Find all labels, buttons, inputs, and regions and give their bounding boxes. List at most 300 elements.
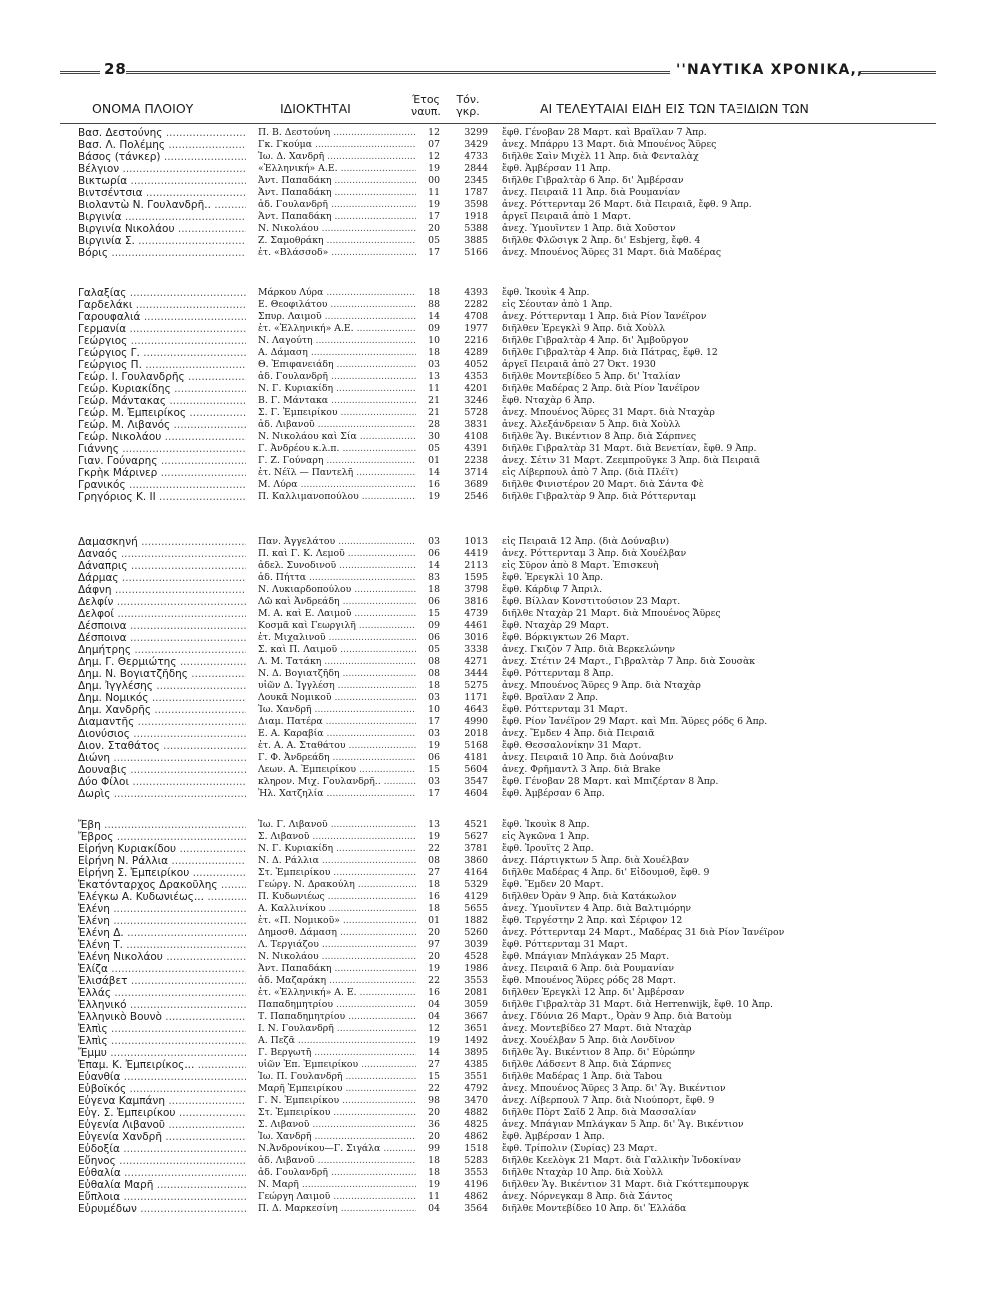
ship-row — [0, 187, 1000, 199]
ship-name: Ἑλένη Δ. ..... — [78, 927, 246, 939]
gross-tons: 4391 — [464, 443, 488, 454]
ship-name: Ἐλπὶς ..... — [78, 1035, 246, 1047]
build-year: 11 — [428, 187, 440, 198]
gross-tons: 4289 — [464, 347, 488, 358]
build-year: 06 — [428, 752, 440, 763]
owner-name: Σ. Λιβανοῦ ..... — [258, 831, 416, 843]
owner-name: Ν. Γ. Κυριακίδη ..... — [258, 383, 416, 395]
ship-name: Δωρὶς ..... — [78, 788, 246, 800]
header-rule-left — [60, 71, 100, 74]
owner-name: Ἰω. Γ. Λιβανοῦ ..... — [258, 819, 416, 831]
gross-tons: 1787 — [464, 187, 488, 198]
owner-name: Παν. Ἀγγελάτου ..... — [258, 536, 416, 548]
ship-name: Διον. Σταθάτος ..... — [78, 740, 246, 752]
owner-name: Κοσμᾶ καὶ Γεωργιλῆ ..... — [258, 620, 416, 632]
owner-name: Ν. Δ. Βογιατζῆδη ..... — [258, 668, 416, 680]
ship-row — [0, 163, 1000, 175]
gross-tons: 3246 — [464, 395, 488, 406]
owner-name: υἱῶν Δ. Ἰγγλέση ..... — [258, 680, 416, 692]
owner-name: Α. Πεζᾶ ..... — [258, 1035, 416, 1047]
owner-name: Ν. Νικολάου ..... — [258, 951, 416, 963]
gross-tons: 2216 — [464, 335, 488, 346]
build-year: 19 — [428, 491, 440, 502]
owner-name: Γ. Ν. Ἐμπειρίκου ..... — [258, 1095, 416, 1107]
latest-news: διῆλθε Μαδέρας 2 Ἀπρ. διὰ Ρίον Ἰανέϊρον — [502, 383, 700, 394]
ship-name: Γεώρ. Ι. Γουλανδρῆς ..... — [78, 371, 246, 383]
latest-news: ἔφθ. Μπουένος Ἄϋρες ρόδς 28 Μαρτ. — [502, 975, 676, 986]
ship-name: Ἑκατόνταρχος Δρακοῦλης ..... — [78, 879, 246, 891]
owner-name: Γ. Βεργωτῆ ..... — [258, 1047, 416, 1059]
ship-group-v — [0, 127, 1000, 259]
ship-name: Δουναβις ..... — [78, 764, 246, 776]
ship-name: Γεώρ. Μ. Λιβανός ..... — [78, 419, 246, 431]
latest-news: ἔφθ. Ἐρεγκλὶ 10 Ἀπρ. — [502, 572, 604, 583]
gross-tons: 3564 — [464, 1203, 488, 1214]
gross-tons: 4129 — [464, 891, 488, 902]
ship-row — [0, 831, 1000, 843]
latest-news: εἰς Σῦρον ἀπὸ 8 Μαρτ. Ἐπισκευὴ — [502, 560, 659, 571]
ship-row — [0, 716, 1000, 728]
ship-row — [0, 1023, 1000, 1035]
gross-tons: 1882 — [464, 915, 488, 926]
gross-tons: 3798 — [464, 584, 488, 595]
ship-name: Ἑλληνικό ..... — [78, 999, 246, 1011]
gross-tons: 4393 — [464, 287, 488, 298]
ship-name: Εὐγενία Λιβανοῦ ..... — [78, 1119, 246, 1131]
latest-news: ἀνεχ. Πειραιᾶ 10 Ἀπρ. διὰ Δούναβιν — [502, 752, 674, 763]
ship-name: Βόρις ..... — [78, 247, 246, 259]
owner-name: Μαρῆ Ἐμπειρίκου ..... — [258, 1083, 416, 1095]
build-year: 28 — [428, 419, 440, 430]
ship-name: Γερμανία ..... — [78, 323, 246, 335]
owner-name: Α. Δάμαση ..... — [258, 347, 416, 359]
gross-tons: 4108 — [464, 431, 488, 442]
latest-news: ἔφθ. Ρόττερνταμ 31 Μαρτ. — [502, 704, 628, 715]
owner-name: Σ. καὶ Π. Λαιμοῦ ..... — [258, 644, 416, 656]
owner-name: Σ. Γ. Ἐμπειρίκου ..... — [258, 407, 416, 419]
ship-row — [0, 199, 1000, 211]
owner-name: ἀδ. Λιβανοῦ ..... — [258, 1155, 416, 1167]
col-header-tons-line2: γκρ. — [456, 105, 480, 118]
ship-row — [0, 560, 1000, 572]
journal-title: ''ΝΑΥΤΙΚΑ ΧΡΟΝΙΚΑ,, — [676, 62, 864, 78]
gross-tons: 3016 — [464, 632, 488, 643]
ship-row — [0, 1095, 1000, 1107]
build-year: 36 — [428, 1119, 440, 1130]
ship-row — [0, 692, 1000, 704]
build-year: 17 — [428, 716, 440, 727]
ship-row — [0, 491, 1000, 503]
owner-name: Ν. Λαγούτη ..... — [258, 335, 416, 347]
owner-name: Ἰω. Δ. Χανδρῆ ..... — [258, 151, 416, 163]
ship-row — [0, 139, 1000, 151]
owner-name: Ἀντ. Παπαδάκη ..... — [258, 187, 416, 199]
gross-tons: 2018 — [464, 728, 488, 739]
build-year: 05 — [428, 443, 440, 454]
latest-news: διῆλθε Ἅγ. Βικέντιον 8 Ἀπρ. διὰ Σάρπνες — [502, 431, 697, 442]
latest-news: ἔφθ. Ρίον Ἰανέϊρον 29 Μαρτ. καὶ Μπ. Ἄϋρες ρόδς 6 Ἀπρ. — [502, 716, 768, 727]
ship-group-d — [0, 536, 1000, 800]
gross-tons: 4604 — [464, 788, 488, 799]
ship-name: Εἰρήνη Κυριακίδου ..... — [78, 843, 246, 855]
latest-news: ἔφθ. Ἀμβέρσαν 1 Ἀπρ. — [502, 1131, 605, 1142]
latest-news: διῆλθε Νταχὰρ 21 Μαρτ. διὰ Μπουένος Ἄϋρες — [502, 608, 721, 619]
build-year: 04 — [428, 999, 440, 1010]
owner-name: Δημοσθ. Δάμαση ..... — [258, 927, 416, 939]
owner-name: Ἰω. Χανδρῆ ..... — [258, 704, 416, 716]
ship-row — [0, 431, 1000, 443]
ship-row — [0, 175, 1000, 187]
owner-name: Π. Κυδωνιέως ..... — [258, 891, 416, 903]
owner-name: Γ. Ἀνδρέου κ.λ.π. ..... — [258, 443, 416, 455]
gross-tons: 3885 — [464, 235, 488, 246]
ship-name: Γρανικός ..... — [78, 479, 246, 491]
ship-name: Βιργινία ..... — [78, 211, 246, 223]
gross-tons: 5655 — [464, 903, 488, 914]
owner-name: ἑτ. «Ἑλληνική» Α.Ε. ..... — [258, 323, 416, 335]
owner-name: ἑτ. «Π. Νομικοῦ» ..... — [258, 915, 416, 927]
ship-name: Εὐανθία ..... — [78, 1071, 246, 1083]
ship-name: Ἑλληνικὸ Βουνὸ ..... — [78, 1011, 246, 1023]
gross-tons: 4164 — [464, 867, 488, 878]
gross-tons: 1986 — [464, 963, 488, 974]
ship-name: Ἑλένη Τ. ..... — [78, 939, 246, 951]
owner-name: Μάρκου Λύρα ..... — [258, 287, 416, 299]
ship-name: Δάναπρις ..... — [78, 560, 246, 572]
owner-name: Ε. Α. Καραβία ..... — [258, 728, 416, 740]
latest-news: ἔφθ. Τεργέστην 2 Ἀπρ. καὶ Σέριφον 12 — [502, 915, 683, 926]
gross-tons: 3689 — [464, 479, 488, 490]
latest-news: διῆλθε Γιβραλτὰρ 9 Ἀπρ. διὰ Ρόττερνταμ — [502, 491, 697, 502]
owner-name: ἑτ. Μιχαλινοῦ ..... — [258, 632, 416, 644]
ship-name: Διαμαντῆς ..... — [78, 716, 246, 728]
gross-tons: 1595 — [464, 572, 488, 583]
gross-tons: 1171 — [464, 692, 488, 703]
owner-name: ἑτ. «Ἑλληνική» Α. Ε. ..... — [258, 987, 416, 999]
ship-row — [0, 620, 1000, 632]
owner-name: Γ. Φ. Ἀνδρεάδη ..... — [258, 752, 416, 764]
ship-row — [0, 1119, 1000, 1131]
owner-name: Γκ. Γκούμα ..... — [258, 139, 416, 151]
ship-name: Ἔβρος ..... — [78, 831, 246, 843]
gross-tons: 3551 — [464, 1071, 488, 1082]
ship-row — [0, 1011, 1000, 1023]
build-year: 07 — [428, 139, 440, 150]
latest-news: ἔφθ. Ἀμβέρσαν 11 Ἀπρ. — [502, 163, 611, 174]
ship-name: Εὐγενία Χανδρῆ ..... — [78, 1131, 246, 1143]
build-year: 03 — [428, 776, 440, 787]
build-year: 14 — [428, 311, 440, 322]
owner-name: ἑτ. Νέϊλ — Παντελῆ ..... — [258, 467, 416, 479]
latest-news: ἀνεχ. Γκιζὸν 7 Ἀπρ. διὰ Βερκελώνην — [502, 644, 676, 655]
owner-name: ἀδελ. Συνοδινοῦ ..... — [258, 560, 416, 572]
latest-news: ἀνεχ. Ρόττερνταμ 26 Μαρτ. διὰ Πειραιᾶ, ἔφθ. 9 Ἀπρ. — [502, 199, 752, 210]
latest-news: ἀνεχ. Γδύνια 26 Μαρτ., Ὀρὰν 9 Ἀπρ. διὰ Βατοὺμ — [502, 1011, 732, 1022]
build-year: 20 — [428, 223, 440, 234]
build-year: 19 — [428, 963, 440, 974]
latest-news: ἔφθ. Κάρδιφ 7 Ἀπριλ. — [502, 584, 603, 595]
latest-news: ἔφθ. Ἰκουὶκ 8 Ἀπρ. — [502, 819, 590, 830]
ship-row — [0, 752, 1000, 764]
gross-tons: 4739 — [464, 608, 488, 619]
ship-row — [0, 987, 1000, 999]
ship-name: Ἐλισάβετ ..... — [78, 975, 246, 987]
owner-name: ἑτ. Α. Α. Σταθάτου ..... — [258, 740, 416, 752]
build-year: 08 — [428, 855, 440, 866]
owner-name: Ἰω. Π. Γουλανδρῆ ..... — [258, 1071, 416, 1083]
latest-news: διῆλθε Κεελὸγκ 21 Μαρτ. διὰ Γαλλικὴν Ἰνδοκίναν — [502, 1155, 741, 1166]
ship-name: Εὐγενα Καμπάνη ..... — [78, 1095, 246, 1107]
build-year: 19 — [428, 199, 440, 210]
owner-name: Λ. Τεργιάζου ..... — [258, 939, 416, 951]
ship-row — [0, 371, 1000, 383]
gross-tons: 4181 — [464, 752, 488, 763]
gross-tons: 4882 — [464, 1107, 488, 1118]
latest-news: ἀνεχ. Σέτιν 31 Μαρτ. Ζεεμπροῦγκε 3 Ἀπρ. διὰ Πειραιᾶ — [502, 455, 761, 466]
ship-name: Ἔβη ..... — [78, 819, 246, 831]
ship-row — [0, 764, 1000, 776]
owner-name: Ν. Γ. Κυριακίδη ..... — [258, 843, 416, 855]
latest-news: εἰς Λίβερπουλ ἀπὸ 7 Ἀπρ. (διὰ Πλέϊτ) — [502, 467, 679, 478]
build-year: 11 — [428, 1191, 440, 1202]
ship-name: Γεώρ. Μάντακας ..... — [78, 395, 246, 407]
owner-name: Ἀντ. Παπαδάκη ..... — [258, 963, 416, 975]
owner-name: Τ. Παπαδημητρίου ..... — [258, 1011, 416, 1023]
gross-tons: 4419 — [464, 548, 488, 559]
ship-row — [0, 644, 1000, 656]
gross-tons: 5329 — [464, 879, 488, 890]
gross-tons: 3059 — [464, 999, 488, 1010]
owner-name: Π. Καλλιμανοπούλου ..... — [258, 491, 416, 503]
latest-news: διῆλθε Ἅγ. Βικέντιον 8 Ἀπρ. δι' Εὐρώπην — [502, 1047, 696, 1058]
gross-tons: 4862 — [464, 1191, 488, 1202]
build-year: 09 — [428, 620, 440, 631]
build-year: 20 — [428, 951, 440, 962]
ship-name: Εὐθαλία Μαρῆ ..... — [78, 1179, 246, 1191]
latest-news: ἔφθ. Ἰκουὶκ 4 Ἀπρ. — [502, 287, 590, 298]
ship-row — [0, 927, 1000, 939]
gross-tons: 3816 — [464, 596, 488, 607]
ship-name: Δημήτρης ..... — [78, 644, 246, 656]
build-year: 03 — [428, 536, 440, 547]
latest-news: ἀνεχ. Ρόττερνταμ 24 Μαρτ., Μαδέρας 31 διὰ Ρίον Ἰανέϊρον — [502, 927, 785, 938]
ship-name: Γεώργιος Π. ..... — [78, 359, 246, 371]
ship-row — [0, 311, 1000, 323]
latest-news: διῆλθε Φινιστέρον 20 Μαρτ. διὰ Σάντα Φὲ — [502, 479, 704, 490]
latest-news: διῆλθε Γιβραλτὰρ 4 Ἀπρ. διὰ Πάτρας, ἔφθ. 12 — [502, 347, 718, 358]
latest-news: διῆλθε Σαὶν Μιχὲλ 11 Ἀπρ. διὰ Φενταλὰχ — [502, 151, 699, 162]
ship-name: Ἔμμυ ..... — [78, 1047, 246, 1059]
owner-name: Ν. Νικολάου καὶ Σία ..... — [258, 431, 416, 443]
build-year: 14 — [428, 560, 440, 571]
ship-row — [0, 879, 1000, 891]
ship-name: Διονύσιος ..... — [78, 728, 246, 740]
gross-tons: 3831 — [464, 419, 488, 430]
col-header-ship: ΟΝΟΜΑ ΠΛΟΙΟΥ — [92, 101, 194, 116]
gross-tons: 4862 — [464, 1131, 488, 1142]
build-year: 15 — [428, 764, 440, 775]
build-year: 01 — [428, 915, 440, 926]
owner-name: Ν. Νικολάου ..... — [258, 223, 416, 235]
ship-row — [0, 223, 1000, 235]
ship-row — [0, 1083, 1000, 1095]
build-year: 18 — [428, 584, 440, 595]
ship-row — [0, 704, 1000, 716]
ship-name: Δημ. Νομικός ..... — [78, 692, 246, 704]
latest-news: διῆλθε Μαδέρας 1 Ἀπρ. διὰ Tabou — [502, 1071, 663, 1082]
latest-news: ἔφθ. Γένοβαν 28 Μαρτ. καὶ Βραΐλαν 7 Ἀπρ. — [502, 127, 707, 138]
latest-news: ἀνεχ. Νόρνεγκαμ 8 Ἀπρ. διὰ Σάντος — [502, 1191, 673, 1202]
ship-row — [0, 819, 1000, 831]
owner-name: ἑτ. «Βλάσσοδ» ..... — [258, 247, 416, 259]
ship-row — [0, 443, 1000, 455]
latest-news: διῆλθεν Ἐρεγκλὶ 9 Ἀπρ. διὰ Χοὺλλ — [502, 323, 665, 334]
ship-name: Ἑλίζα ..... — [78, 963, 246, 975]
gross-tons: 5168 — [464, 740, 488, 751]
owner-name: Ἰω. Χανδρῆ ..... — [258, 1131, 416, 1143]
gross-tons: 1492 — [464, 1035, 488, 1046]
gross-tons: 2282 — [464, 299, 488, 310]
owner-name: Ν.Ἀνδρονίκου—Γ. Σιγάλα ..... — [258, 1143, 416, 1155]
latest-news: ἔφθ. Ρόττερνταμ 31 Μαρτ. — [502, 939, 628, 950]
latest-news: ἔφθ. Τρίπολιν (Συρίας) 23 Μαρτ. — [502, 1143, 658, 1154]
ship-name: Γαλαξίας ..... — [78, 287, 246, 299]
ship-row — [0, 335, 1000, 347]
ship-name: Γρηγόριος Κ. ΙΙ ..... — [78, 491, 246, 503]
ship-row — [0, 776, 1000, 788]
gross-tons: 4643 — [464, 704, 488, 715]
ship-group-e — [0, 819, 1000, 1215]
ship-name: Γαρουφαλιά ..... — [78, 311, 246, 323]
build-year: 18 — [428, 1155, 440, 1166]
latest-news: διῆλθε Γιβραλτὰρ 31 Μαρτ. διὰ Herrenwijk, ἔφθ. 10 Ἀπρ. — [502, 999, 773, 1010]
owner-name: Μ. Λύρα ..... — [258, 479, 416, 491]
build-year: 15 — [428, 1071, 440, 1082]
ship-row — [0, 1179, 1000, 1191]
ship-row — [0, 1047, 1000, 1059]
owner-name: Ἠλ. Χατζηλία ..... — [258, 788, 416, 800]
owner-name: Π. καὶ Γ. Κ. Λεμοῦ ..... — [258, 548, 416, 560]
build-year: 88 — [428, 299, 440, 310]
owner-name: κληρον. Μιχ. Γουλανδρῆ.. ..... — [258, 776, 416, 788]
owner-name: Λουκᾶ Νομικοῦ ..... — [258, 692, 416, 704]
latest-news: ἔφθ. Ἀμβέρσαν 6 Ἀπρ. — [502, 788, 605, 799]
col-header-tons-line1: Τόν. — [456, 93, 480, 106]
build-year: 00 — [428, 175, 440, 186]
gross-tons: 3895 — [464, 1047, 488, 1058]
build-year: 21 — [428, 395, 440, 406]
ship-name: Ἑλένη ..... — [78, 915, 246, 927]
build-year: 11 — [428, 383, 440, 394]
latest-news: διῆλθε Πὸρτ Σαῒδ 2 Ἀπρ. διὰ Μασσαλίαν — [502, 1107, 697, 1118]
ship-group-g — [0, 287, 1000, 503]
latest-news: διῆλθε Λάδσεντ 8 Ἀπρ. διὰ Σάρπνες — [502, 1059, 672, 1070]
build-year: 18 — [428, 903, 440, 914]
ship-row — [0, 479, 1000, 491]
latest-news: ἀνεχ. Πάρτιγκτων 5 Ἀπρ. διὰ Χουέλβαν — [502, 855, 690, 866]
owner-name: Ἀντ. Παπαδάκη ..... — [258, 211, 416, 223]
owner-name: Ζ. Σαμοθράκη ..... — [258, 235, 416, 247]
latest-news: ἀνεχ. Μπάγιαν Μπλάγκαν 5 Ἀπρ. δι' Ἅγ. Βικέντιον — [502, 1119, 744, 1130]
build-year: 20 — [428, 1131, 440, 1142]
gross-tons: 5388 — [464, 223, 488, 234]
latest-news: ἀνεχ. Στέτιν 24 Μαρτ., Γιβραλτὰρ 7 Ἀπρ. διὰ Σουσὰκ — [502, 656, 756, 667]
latest-news: ἔφθ. Μπάγιαν Μπλάγκαν 25 Μαρτ. — [502, 951, 670, 962]
latest-news: ἀνεχ. Ἔμδεν 4 Ἀπρ. διὰ Πειραιᾶ — [502, 728, 655, 739]
latest-news: ἔφθ. Ἔμδεν 20 Μαρτ. — [502, 879, 604, 890]
latest-news: ἔφθ. Νταχὰρ 6 Ἀπρ. — [502, 395, 596, 406]
gross-tons: 4385 — [464, 1059, 488, 1070]
ship-row — [0, 1059, 1000, 1071]
owner-name: ἀδ. Λιβανοῦ ..... — [258, 419, 416, 431]
gross-tons: 3667 — [464, 1011, 488, 1022]
latest-news: ἀνεχ. Ρόττερνταμ 3 Ἀπρ. διὰ Χουέλβαν — [502, 548, 687, 559]
owner-name: Παπαδημητρίου ..... — [258, 999, 416, 1011]
col-header-news: ΑΙ ΤΕΛΕΥΤΑΙΑΙ ΕΙΔΗ ΕΙΣ ΤΩΝ ΤΑΞΙΔΙΩΝ ΤΩΝ — [540, 101, 809, 116]
gross-tons: 3781 — [464, 843, 488, 854]
build-year: 04 — [428, 1203, 440, 1214]
ship-name: Εὐγ. Σ. Ἐμπειρίκου ..... — [78, 1107, 246, 1119]
build-year: 18 — [428, 347, 440, 358]
owner-name: Γεώργη Λαιμοῦ ..... — [258, 1191, 416, 1203]
latest-news: ἔφθ. Ἰρουΐτς 2 Ἀπρ. — [502, 843, 594, 854]
ship-name: Εὐδοξία ..... — [78, 1143, 246, 1155]
gross-tons: 2844 — [464, 163, 488, 174]
latest-news: ἀνεχ. Μπουένος Ἄϋρες 31 Μαρτ. διὰ Μαδέρας — [502, 247, 722, 258]
latest-news: εἰς Σέουταν ἀπὸ 1 Ἀπρ. — [502, 299, 613, 310]
build-year: 05 — [428, 644, 440, 655]
ship-name: Βιργινία Σ. ..... — [78, 235, 246, 247]
ship-row — [0, 680, 1000, 692]
ship-row — [0, 235, 1000, 247]
latest-news: διῆλθε Μοντεβίδεο 10 Ἀπρ. δι' Ἑλλάδα — [502, 1203, 687, 1214]
build-year: 17 — [428, 247, 440, 258]
gross-tons: 5627 — [464, 831, 488, 842]
ship-row — [0, 211, 1000, 223]
ship-name: Γεώρ. Κυριακίδης ..... — [78, 383, 246, 395]
owner-name: Θ. Ἐπιφανειάδη ..... — [258, 359, 416, 371]
ship-name: Βιολαντὼ Ν. Γουλανδρῆ.. ..... — [78, 199, 246, 211]
build-year: 06 — [428, 632, 440, 643]
build-year: 14 — [428, 467, 440, 478]
ship-name: Γεώργιος ..... — [78, 335, 246, 347]
gross-tons: 4521 — [464, 819, 488, 830]
build-year: 22 — [428, 843, 440, 854]
build-year: 05 — [428, 235, 440, 246]
owner-name: Ν. Δ. Ράλλια ..... — [258, 855, 416, 867]
owner-name: Ν. Μαρῆ ..... — [258, 1179, 416, 1191]
gross-tons: 2113 — [464, 560, 488, 571]
build-year: 21 — [428, 407, 440, 418]
latest-news: διῆλθε Μαδέρας 4 Ἀπρ. δι' Εἰδουμοθ, ἔφθ. 9 — [502, 867, 710, 878]
latest-news: διῆλθε Γιβραλτὰρ 4 Ἀπρ. δι' Ἀμβοῦργον — [502, 335, 689, 346]
ship-name: Δάρμας ..... — [78, 572, 246, 584]
owner-name: Στ. Ἐμπειρίκου ..... — [258, 1107, 416, 1119]
owner-name: Διαμ. Πατέρα ..... — [258, 716, 416, 728]
latest-news: ἀνεχ. Ὑμουΐντεν 4 Ἀπρ. διὰ Βαλτιμόρην — [502, 903, 692, 914]
build-year: 09 — [428, 323, 440, 334]
latest-news: διῆλθε Γιβραλτὰρ 6 Ἀπρ. δι' Ἀμβέρσαν — [502, 175, 684, 186]
gross-tons: 1977 — [464, 323, 488, 334]
ship-row — [0, 572, 1000, 584]
gross-tons: 3338 — [464, 644, 488, 655]
ship-row — [0, 536, 1000, 548]
gross-tons: 4271 — [464, 656, 488, 667]
owner-name: ἀδ. Γουλανδρῆ ..... — [258, 1167, 416, 1179]
build-year: 22 — [428, 1083, 440, 1094]
ship-row — [0, 395, 1000, 407]
ship-name: Δαναός ..... — [78, 548, 246, 560]
